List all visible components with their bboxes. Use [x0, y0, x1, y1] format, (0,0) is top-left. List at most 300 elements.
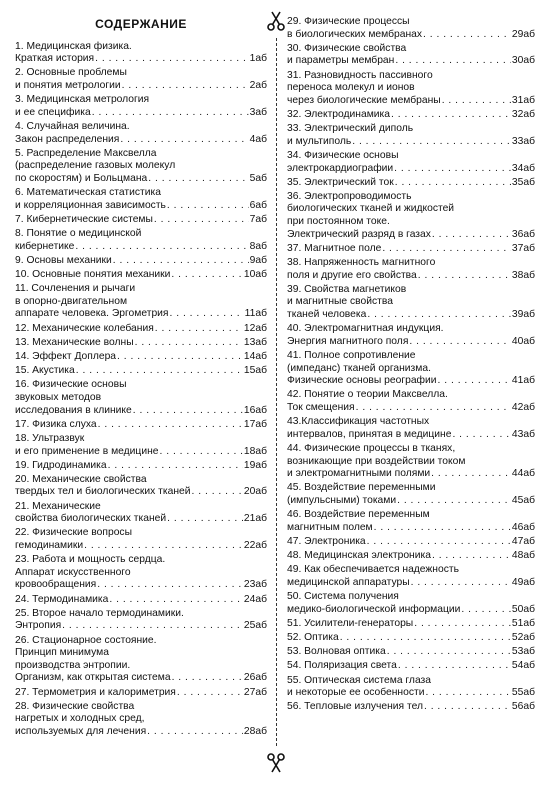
cut-line	[276, 38, 277, 746]
toc-entry-page: 3аб	[249, 106, 267, 118]
toc-entry-last-line	[287, 136, 535, 149]
toc-entry-title: медицинской аппаратуры	[287, 576, 410, 588]
toc-entry-title: 30. Физические свойства	[287, 42, 407, 54]
dot-leader	[395, 55, 511, 68]
toc-entry-page: 20аб	[243, 486, 267, 498]
toc-entry-title: 27. Термометрия и калориметрия	[15, 686, 176, 698]
toc-entry-title: 10. Основные понятия механики	[15, 269, 171, 281]
toc-entry	[15, 527, 267, 552]
toc-entry-title: 15. Акустика	[15, 365, 75, 377]
toc-entry	[287, 618, 535, 631]
toc-entry-page: 11аб	[244, 308, 267, 320]
toc-entry-title: и понятия метрологии	[15, 79, 121, 91]
toc-entry-page: 46аб	[511, 521, 535, 533]
toc-entry-page: 14аб	[243, 350, 267, 362]
toc-entry-page: 1аб	[249, 53, 267, 65]
toc-entry-title: по скоростям) и Больцмана	[15, 172, 148, 184]
dot-leader	[395, 177, 511, 190]
toc-entry	[287, 482, 535, 507]
toc-entry-title: гемодинамики	[15, 540, 84, 552]
toc-entry-title: кровообращения	[15, 579, 97, 591]
toc-entry-page: 24аб	[243, 593, 267, 605]
toc-entry-title: переноса молекул и ионов	[287, 82, 415, 94]
toc-entry	[287, 443, 535, 481]
toc-entry-title: Организм, как открытая система	[15, 672, 171, 684]
toc-entry-title: Закон распределения	[15, 133, 120, 145]
toc-entry	[287, 350, 535, 388]
toc-entry-title: используемых для лечения	[15, 725, 147, 737]
toc-entry-title: 29. Физические процессы	[287, 16, 410, 27]
toc-entry-last-line	[287, 336, 535, 349]
toc-entry-page: 54аб	[511, 660, 535, 672]
toc-entry-page: 50аб	[511, 603, 535, 615]
toc-entry-title: 55. Оптическая система глаза	[287, 674, 432, 686]
toc-entry-last-line	[287, 229, 535, 242]
toc-entry-page: 53аб	[511, 646, 535, 658]
toc-entry-title: 21. Механические	[15, 500, 101, 512]
toc-entry-last-line	[15, 351, 267, 364]
dot-leader	[394, 163, 511, 176]
toc-entry-title: 26. Стационарное состояние.	[15, 634, 157, 646]
dot-leader	[374, 522, 511, 535]
toc-entry-last-line	[15, 255, 267, 268]
dot-leader	[177, 687, 243, 700]
toc-entry-page: 7аб	[249, 213, 267, 225]
toc-entry-page: 27аб	[243, 686, 267, 698]
toc-entry-last-line	[15, 579, 267, 592]
dot-leader	[117, 351, 243, 364]
toc-entry-page: 56аб	[511, 701, 535, 713]
toc-entry-title: и некоторые ее особенности	[287, 687, 425, 699]
toc-entry-title: поля и другие его свойства	[287, 269, 417, 281]
toc-entry-page: 8аб	[249, 240, 267, 252]
toc-entry-title: 5. Распределение Максвелла	[15, 147, 157, 159]
toc-entry-page: 13аб	[243, 336, 267, 348]
toc-entry	[15, 594, 267, 607]
toc-entry	[15, 635, 267, 685]
toc-entry	[287, 284, 535, 322]
dot-leader	[367, 309, 511, 322]
toc-entry-title: и параметры мембран	[287, 55, 395, 67]
toc-entry	[287, 109, 535, 122]
toc-entry-last-line	[15, 107, 267, 120]
dot-leader	[135, 337, 243, 350]
scissors-icon	[265, 10, 287, 32]
toc-entry-last-line	[15, 672, 267, 685]
dot-leader	[425, 687, 510, 700]
toc-entry-title: (распределение газовых молекул	[15, 160, 176, 172]
dot-leader	[172, 672, 243, 685]
toc-entry	[15, 701, 267, 739]
toc-entry-title: 52. Оптика	[287, 631, 339, 643]
toc-entry-page: 32аб	[511, 108, 535, 120]
toc-entry-title: 31. Разновидность пассивного	[287, 69, 433, 81]
toc-entry-page: 33аб	[511, 135, 535, 147]
toc-entry-title: возникающие при воздействии током	[287, 455, 466, 467]
toc-entry-last-line	[287, 522, 535, 535]
toc-entry	[15, 67, 267, 92]
toc-entry-title: 56. Тепловые излучения тел	[287, 701, 423, 713]
toc-entry-title: электрокардиографии	[287, 162, 394, 174]
toc-entry-page: 12аб	[243, 322, 267, 334]
toc-entry	[15, 474, 267, 499]
toc-entry	[287, 550, 535, 563]
dot-leader	[167, 200, 249, 213]
dot-leader	[442, 95, 511, 108]
toc-entry	[15, 460, 267, 473]
toc-entry-title: 8. Понятие о медицинской	[15, 228, 142, 240]
toc-entry-title: 50. Система получения	[287, 591, 399, 602]
toc-entry-last-line	[287, 109, 535, 122]
dot-leader	[414, 618, 511, 631]
dot-leader	[148, 173, 248, 186]
dot-leader	[409, 336, 511, 349]
toc-entry-title: 48. Медицинская электроника	[287, 550, 431, 562]
toc-entry-title: Аппарат искусственного	[15, 566, 131, 578]
dot-leader	[109, 594, 243, 607]
toc-entry-title: 43.Классификация частотных	[287, 416, 430, 428]
dot-leader	[84, 540, 243, 553]
dot-leader	[167, 513, 243, 526]
toc-entry-title: 53. Волновая оптика	[287, 646, 386, 658]
toc-entry-page: 41аб	[511, 375, 535, 387]
dot-leader	[133, 405, 243, 418]
toc-entry-last-line	[287, 495, 535, 508]
toc-entry-last-line	[287, 687, 535, 700]
toc-entry-page: 15аб	[243, 365, 267, 377]
toc-entry-page: 48аб	[511, 550, 535, 562]
toc-entry-title: 51. Усилители-генераторы	[287, 617, 414, 629]
toc-entry-title: биологических тканей и жидкостей	[287, 203, 455, 215]
toc-entry-page: 55аб	[511, 687, 535, 699]
toc-entry-last-line	[287, 375, 535, 388]
toc-entry-title: тканей человека	[287, 309, 367, 320]
toc-entry-page: 39аб	[511, 309, 535, 320]
toc-entry-last-line	[15, 269, 267, 282]
toc-entry-title: 14. Эффект Доплера	[15, 350, 117, 362]
dot-leader	[147, 726, 243, 739]
toc-entry-last-line	[15, 241, 267, 254]
toc-entry-last-line	[15, 540, 267, 553]
toc-entry-title: 19. Гидродинамика	[15, 459, 107, 471]
toc-entry-title: и его применение в медицине	[15, 445, 159, 457]
toc-entry-title: 4. Случайная величина.	[15, 120, 130, 132]
toc-entry-title: Энергия магнитного поля	[287, 335, 409, 347]
toc-entry-page: 23аб	[243, 579, 267, 591]
dot-leader	[387, 646, 511, 659]
toc-entry-title: 45. Воздействие переменными	[287, 482, 436, 494]
toc-entry-last-line	[287, 604, 535, 617]
dot-leader	[154, 214, 249, 227]
toc-entry-page: 16аб	[243, 404, 267, 416]
dot-leader	[432, 229, 511, 242]
toc-entry-page: 34аб	[511, 162, 535, 174]
toc-entry	[15, 228, 267, 253]
toc-entry-title: 54. Поляризация света	[287, 660, 397, 672]
toc-entry-last-line	[287, 701, 535, 714]
toc-entry-page: 10аб	[243, 269, 267, 281]
toc-entry-title: 12. Механические колебания	[15, 322, 154, 334]
toc-entry	[15, 687, 267, 700]
dot-leader	[76, 365, 243, 378]
toc-entry-last-line	[15, 200, 267, 213]
dot-leader	[398, 660, 511, 673]
toc-entry-last-line	[15, 486, 267, 499]
toc-entry	[15, 148, 267, 186]
toc-entry	[15, 501, 267, 526]
dot-leader	[340, 632, 511, 645]
right-column	[287, 16, 535, 716]
toc-entry-title: 38. Напряженность магнитного	[287, 257, 436, 269]
toc-entry-last-line	[15, 173, 267, 186]
toc-entry-page: 25аб	[243, 620, 267, 632]
toc-entry-title: твердых тел и биологических тканей	[15, 486, 191, 498]
toc-entry-title: 24. Термодинамика	[15, 593, 109, 605]
toc-entry-title: и ее специфика	[15, 106, 91, 118]
toc-entry	[15, 255, 267, 268]
toc-entry-title: 36. Электропроводимость	[287, 190, 412, 202]
dot-leader	[171, 269, 243, 282]
toc-entry-title: Физические основы реографии	[287, 375, 437, 387]
toc-entry	[287, 70, 535, 108]
toc-entry-title: 18. Ультразвук	[15, 432, 85, 444]
toc-entry-title: при постоянном токе.	[287, 216, 390, 228]
toc-entry	[15, 269, 267, 282]
dot-leader	[461, 604, 511, 617]
dot-leader	[120, 134, 248, 147]
toc-entry-last-line	[287, 29, 535, 42]
toc-entry-page: 43аб	[511, 428, 535, 440]
toc-entry	[287, 509, 535, 534]
toc-entry-page: 5аб	[249, 172, 267, 184]
toc-entry-title: (импеданс) тканей организма.	[287, 362, 431, 374]
toc-entry-last-line	[287, 177, 535, 190]
toc-entry-page: 52аб	[511, 631, 535, 643]
toc-entry	[287, 675, 535, 700]
toc-entry-page: 26аб	[243, 672, 267, 684]
dot-leader	[108, 460, 243, 473]
dot-leader	[382, 243, 511, 256]
toc-entry-title: Энтропия	[15, 620, 62, 632]
page-title: СОДЕРЖАНИЕ	[95, 17, 187, 31]
toc-entry-last-line	[287, 660, 535, 673]
toc-entry-last-line	[287, 95, 535, 108]
toc-entry-title: Принцип минимума	[15, 647, 109, 659]
dot-leader	[113, 255, 249, 268]
toc-entry	[15, 121, 267, 146]
toc-entry-title: и корреляционная зависимость	[15, 199, 166, 211]
toc-entry	[15, 433, 267, 458]
toc-entry	[287, 591, 535, 616]
dot-leader	[98, 419, 243, 432]
toc-entry-last-line	[287, 618, 535, 631]
toc-entry-last-line	[287, 550, 535, 563]
toc-entry	[287, 243, 535, 256]
toc-entry-title: через биологические мембраны	[287, 94, 441, 106]
toc-entry-title: кибернетике	[15, 240, 75, 252]
toc-entry	[15, 365, 267, 378]
dot-leader	[418, 270, 511, 283]
toc-entry-title: 47. Электроника	[287, 535, 366, 547]
toc-entry	[287, 564, 535, 589]
toc-entry-title: свойства биологических тканей	[15, 513, 167, 525]
toc-list-left	[15, 41, 267, 739]
dot-leader	[352, 136, 511, 149]
toc-entry-title: 2. Основные проблемы	[15, 67, 127, 79]
toc-entry-page: 36аб	[511, 228, 535, 240]
toc-entry-title: 20. Механические свойства	[15, 473, 147, 485]
dot-leader	[431, 468, 511, 481]
toc-entry-last-line	[15, 214, 267, 227]
toc-entry-page: 28аб	[243, 725, 267, 737]
toc-entry-title: магнитным полем	[287, 521, 373, 533]
toc-entry	[287, 191, 535, 241]
toc-entry-last-line	[15, 726, 267, 739]
toc-entry	[287, 416, 535, 441]
toc-entry-page: 49аб	[511, 576, 535, 588]
toc-entry-title: нагретых и холодных сред,	[15, 713, 145, 725]
toc-entry-page: 31аб	[511, 94, 535, 106]
dot-leader	[155, 323, 243, 336]
toc-entry-page: 45аб	[511, 494, 535, 506]
toc-entry-page: 37аб	[511, 242, 535, 254]
toc-entry	[15, 323, 267, 336]
toc-entry-page: 30аб	[511, 55, 535, 67]
toc-entry	[287, 150, 535, 175]
toc-entry-last-line	[15, 460, 267, 473]
dot-leader	[170, 308, 244, 321]
toc-entry	[287, 660, 535, 673]
toc-entry-last-line	[15, 365, 267, 378]
toc-entry-title: Электрический разряд в газах	[287, 228, 431, 240]
toc-entry	[15, 379, 267, 417]
toc-entry-page: 22аб	[243, 540, 267, 552]
toc-entry-title: 28. Физические свойства	[15, 700, 135, 712]
dot-leader	[424, 701, 511, 714]
toc-entry	[287, 16, 535, 41]
toc-entry-last-line	[287, 632, 535, 645]
toc-entry-last-line	[287, 646, 535, 659]
toc-entry-last-line	[287, 309, 535, 322]
toc-entry-page: 35аб	[511, 176, 535, 188]
dot-leader	[397, 495, 511, 508]
toc-entry-last-line	[287, 243, 535, 256]
toc-entry	[15, 337, 267, 350]
toc-entry	[287, 323, 535, 348]
toc-entry-title: в биологических мембранах	[287, 28, 423, 40]
toc-entry	[15, 187, 267, 212]
toc-entry	[287, 632, 535, 645]
toc-entry-title: 9. Основы механики	[15, 254, 112, 266]
dot-leader	[432, 550, 511, 563]
dot-leader	[62, 620, 243, 633]
toc-entry-title: интервалов, принятая в медицине	[287, 428, 452, 440]
toc-entry-title: медико-биологической информации	[287, 603, 461, 615]
toc-entry-last-line	[15, 594, 267, 607]
toc-entry-last-line	[15, 53, 267, 66]
toc-entry	[287, 257, 535, 282]
toc-entry-page: 17аб	[243, 418, 267, 430]
toc-entry-title: 3. Медицинская метрология	[15, 94, 150, 106]
toc-entry-page: 38аб	[511, 269, 535, 281]
dot-leader	[411, 577, 511, 590]
toc-entry-title: 44. Физические процессы в тканях,	[287, 442, 456, 454]
toc-entry-title: и мультиполь	[287, 135, 352, 147]
toc-entry-title: Краткая история	[15, 53, 95, 65]
toc-entry	[287, 177, 535, 190]
toc-entry-title: исследования в клинике	[15, 404, 132, 416]
toc-entry-title: 23. Работа и мощность сердца.	[15, 554, 166, 566]
toc-entry-title: аппарате человека. Эргометрия	[15, 308, 169, 320]
toc-entry	[15, 94, 267, 119]
dot-leader	[92, 107, 249, 120]
toc-entry-last-line	[15, 513, 267, 526]
toc-entry-last-line	[15, 337, 267, 350]
toc-entry-title: 25. Второе начало термодинамики.	[15, 607, 184, 619]
toc-entry-last-line	[15, 446, 267, 459]
toc-entry-title: 22. Физические вопросы	[15, 527, 132, 539]
toc-entry-page: 6аб	[249, 199, 267, 211]
toc-entry-title: (импульсными) токами	[287, 494, 397, 506]
toc-entry-page: 9аб	[249, 254, 267, 266]
toc-entry-title: 40. Электромагнитная индукция.	[287, 323, 444, 335]
toc-entry-page: 44аб	[511, 468, 535, 480]
dot-leader	[192, 486, 243, 499]
toc-entry-page: 2аб	[249, 79, 267, 91]
toc-entry-title: 33. Электрический диполь	[287, 123, 414, 135]
toc-entry-last-line	[287, 468, 535, 481]
toc-entry-title: 11. Сочленения и рычаги	[15, 283, 136, 295]
toc-entry	[15, 214, 267, 227]
toc-entry	[15, 41, 267, 66]
toc-entry-last-line	[287, 163, 535, 176]
toc-entry-last-line	[287, 577, 535, 590]
dot-leader	[391, 109, 511, 122]
toc-entry	[287, 389, 535, 414]
toc-entry-title: 39. Свойства магнетиков	[287, 283, 407, 295]
toc-entry-last-line	[287, 536, 535, 549]
toc-entry-title: 37. Магнитное поле	[287, 242, 382, 254]
toc-entry-title: 41. Полное сопротивление	[287, 349, 416, 361]
toc-list-right	[287, 16, 535, 714]
toc-entry-page: 47аб	[511, 535, 535, 547]
toc-entry-page: 4аб	[249, 133, 267, 145]
toc-entry-page: 21аб	[243, 513, 267, 525]
toc-entry-page: 29аб	[511, 28, 535, 40]
toc-entry-title: звуковых методов	[15, 391, 102, 403]
toc-entry-page: 40аб	[511, 335, 535, 347]
scissors-icon	[265, 752, 287, 774]
dot-leader	[356, 402, 511, 415]
toc-entry-title: 35. Электрический ток	[287, 176, 394, 188]
toc-entry-last-line	[15, 405, 267, 418]
toc-entry-title: Ток смещения	[287, 401, 355, 413]
toc-entry-title: в опорно-двигательном	[15, 295, 128, 307]
toc-entry	[287, 536, 535, 549]
toc-entry-last-line	[287, 429, 535, 442]
toc-entry	[15, 554, 267, 592]
toc-entry-title: 7. Кибернетические системы	[15, 213, 153, 225]
toc-entry-title: 6. Математическая статистика	[15, 187, 161, 199]
toc-entry	[287, 646, 535, 659]
toc-entry	[15, 608, 267, 633]
dot-leader	[367, 536, 511, 549]
toc-entry	[287, 123, 535, 148]
toc-entry-last-line	[287, 270, 535, 283]
toc-entry-page: 51аб	[511, 617, 535, 629]
toc-entry-last-line	[15, 687, 267, 700]
toc-entry-last-line	[287, 402, 535, 415]
